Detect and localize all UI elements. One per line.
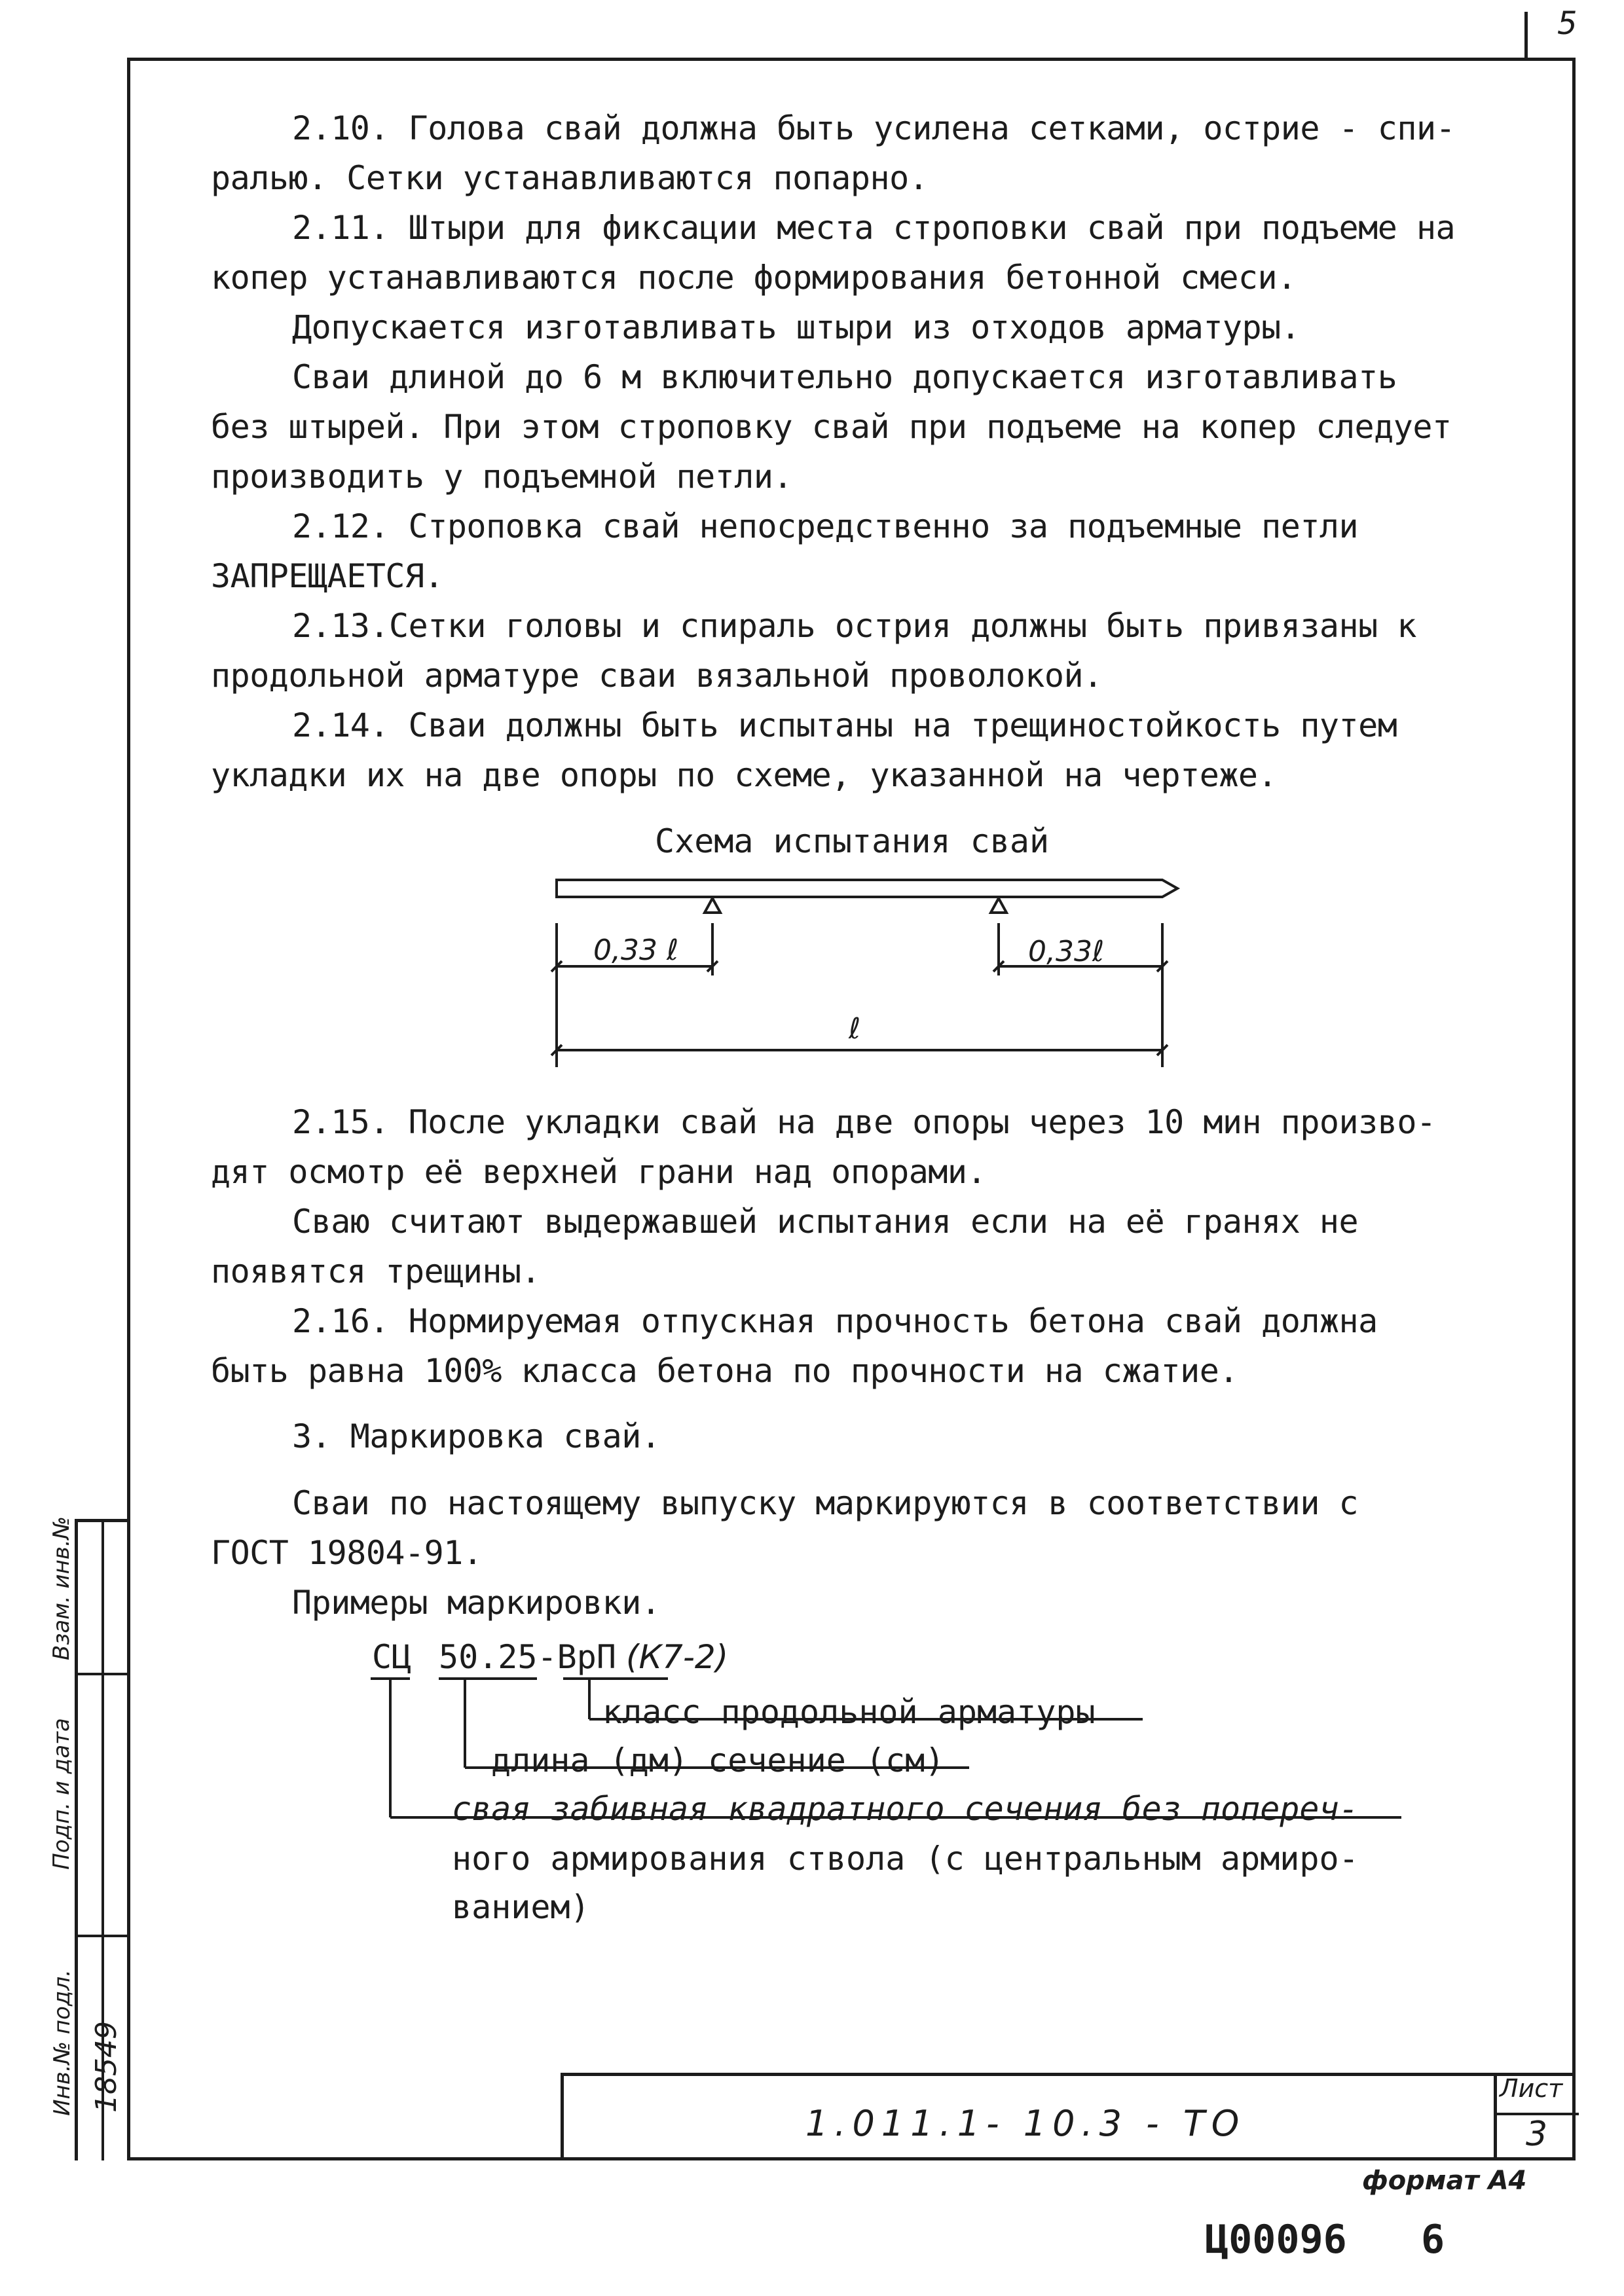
side-stamp-original-inv: Инв.№ подл. [49,1969,75,2116]
text-line: 2.14. Сваи должны быть испытаны на трещиностойкость путем [292,706,1397,744]
marking-label-reinforcement: класс продольной арматуры [602,1693,1096,1731]
text-line: ралью. Сетки устанавливаются попарно. [211,159,929,197]
text-line: ГОСТ 19804-91. [211,1534,483,1572]
page-number-divider [1524,12,1528,58]
text-line: 2.13.Сетки головы и спираль острия должны быть привязаны к [292,607,1416,645]
sheet-number: 3 [1526,2115,1548,2154]
marking-code-a: СЦ [372,1638,412,1676]
side-stamp-signature-date: Подп. и дата [48,1718,75,1870]
marking-label-dimensions: длина (дм) сечение (см) [491,1741,945,1779]
archive-page: 6 [1421,2217,1445,2263]
text-line: 2.10. Голова свай должна быть усилена сетками, острие - спи- [292,109,1456,147]
marking-code-b: 50.25-ВрП [439,1638,616,1676]
text-line: 2.11. Штыри для фиксации места строповки свай при подъеме на [292,209,1456,247]
archive-code: Ц00096 [1205,2217,1347,2263]
text-line: Сваю считают выдержавшей испытания если на её гранях не [292,1203,1359,1241]
text-line: копер устанавливаются после формирования бетонной смеси. [211,259,1297,297]
text-line: укладки их на две опоры по схеме, указанной на чертеже. [211,756,1278,794]
text-line: Сваи длиной до 6 м включительно допускается изготавливать [292,358,1397,396]
text-line: без штырей. При этом строповку свай при подъеме на копер следует [211,408,1452,446]
text-line: Примеры маркировки. [292,1584,661,1622]
schema-title: Схема испытания свай [655,822,1050,860]
section-heading: 3. Маркировка свай. [292,1417,661,1455]
text-line: 2.15. После укладки свай на две опоры через 10 мин произво- [292,1103,1436,1141]
text-line: продольной арматуре сваи вязальной проволокой. [211,657,1103,695]
text-line: Допускается изготавливать штыри из отходов арматуры. [292,308,1301,346]
support-left [705,898,720,913]
text-line: ЗАПРЕЩАЕТСЯ. [211,557,444,595]
text-line: 2.16. Нормируемая отпускная прочность бетона свай должна [292,1302,1378,1340]
marking-code-c: (К7-2) [626,1638,729,1676]
side-stamp-replace-inv: Взам. инв.№ [48,1516,75,1660]
text-line: появятся трещины. [211,1252,541,1290]
marking-label-type-cont: ного армирования ствола (с центральным армиро- [452,1840,1359,1878]
text-line: дят осмотр её верхней грани над опорами. [211,1153,987,1191]
sheet-label: Лист [1500,2074,1563,2103]
text-line: производить у подъемной петли. [211,458,793,496]
marking-label-type: свая забивная квадратного сечения без попереч- [452,1790,1359,1828]
dim-right-label: 0,33ℓ [1028,935,1105,968]
text-line: Сваи по настоящему выпуску маркируются в соответствии с [292,1484,1359,1522]
text-line: быть равна 100% класса бетона по прочности на сжатие. [211,1352,1238,1390]
support-right [991,898,1006,913]
marking-label-type-end: ванием) [452,1888,590,1926]
dim-left-label: 0,33 ℓ [593,934,679,967]
page-number: 5 [1557,5,1578,42]
dim-total-label: ℓ [849,1012,861,1046]
marking-leader-lines [367,1669,1414,1840]
document-code: 1.011.1- 10.3 - ТО [805,2103,1246,2144]
pile-beam [557,880,1177,897]
test-scheme-diagram [537,864,1185,1074]
paper-format: формат А4 [1362,2166,1527,2196]
text-line: 2.12. Строповка свай непосредственно за подъемные петли [292,507,1359,545]
side-stamp-inv-number: 18549 [90,2021,123,2113]
